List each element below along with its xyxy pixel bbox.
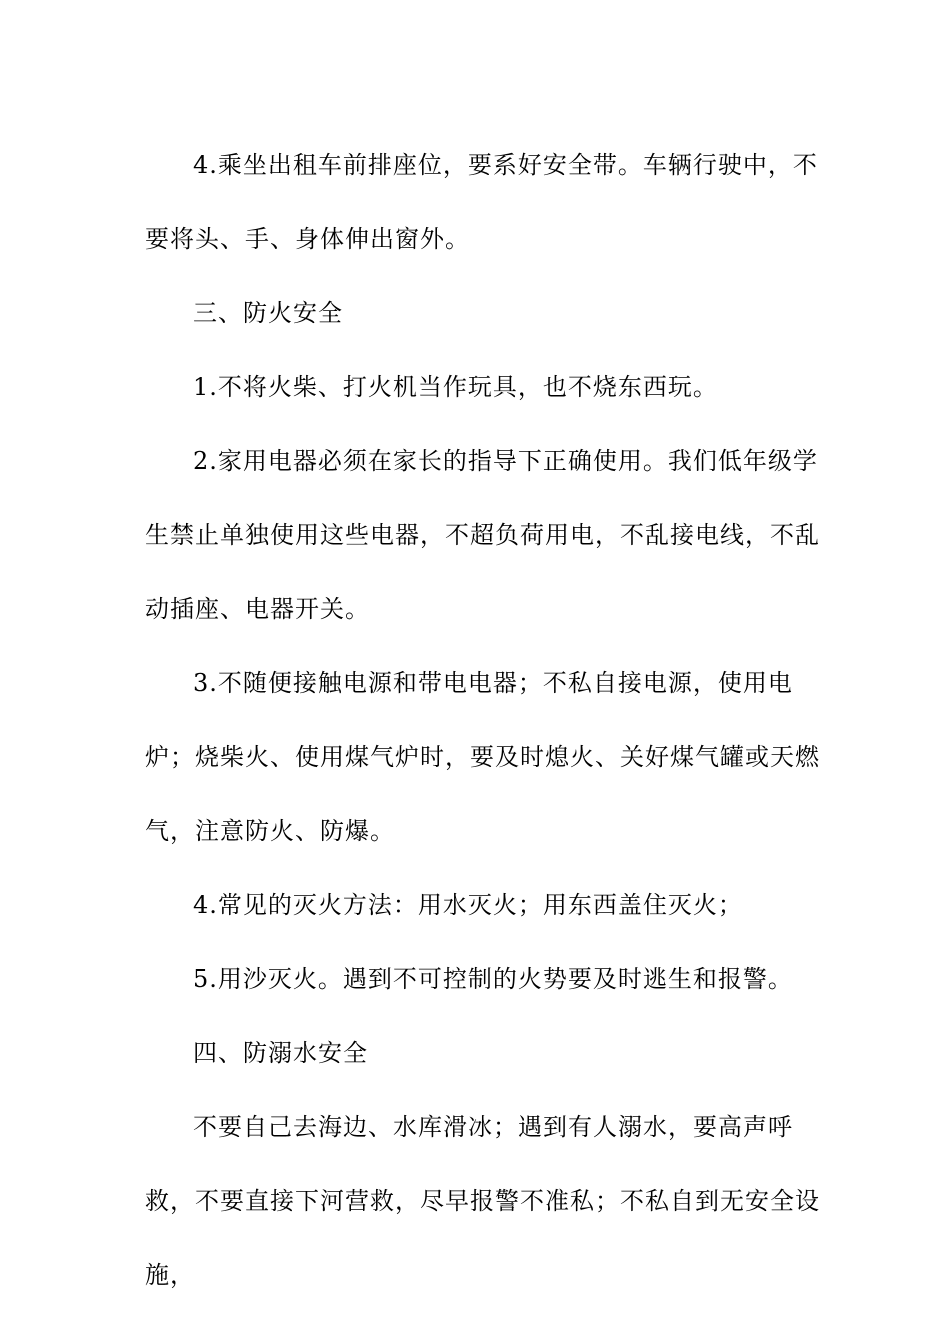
paragraph-fire-rule-2: 2.家用电器必须在家长的指导下正确使用。我们低年级学生禁止单独使用这些电器，不超负荷用电，不乱接电线，不乱动插座、电器开关。 [145, 447, 820, 623]
paragraph-fire-rule-3: 3.不随便接触电源和带电电器；不私自接电源，使用电炉；烧柴火、使用煤气炉时，要及时熄火、关好煤气罐或天燃气，注意防火、防爆。 [145, 669, 820, 845]
paragraph-drowning-rules: 不要自己去海边、水库滑冰；遇到有人溺水，要高声呼救，不要直接下河营救，尽早报警不准私；不私自到无安全设施， [145, 1113, 820, 1289]
heading-drowning-safety: 四、防溺水安全 [193, 1039, 368, 1067]
paragraph-fire-rule-5: 5.用沙灭火。遇到不可控制的火势要及时逃生和报警。 [193, 965, 793, 993]
paragraph-fire-rule-4: 4.常见的灭火方法：用水灭火；用东西盖住灭火； [193, 891, 743, 919]
paragraph-fire-rule-1: 1.不将火柴、打火机当作玩具，也不烧东西玩。 [193, 373, 718, 401]
heading-fire-safety: 三、防火安全 [193, 299, 343, 327]
paragraph-taxi-safety: 4.乘坐出租车前排座位，要系好安全带。车辆行驶中，不要将头、手、身体伸出窗外。 [145, 151, 818, 253]
document-body [145, 128, 825, 1312]
